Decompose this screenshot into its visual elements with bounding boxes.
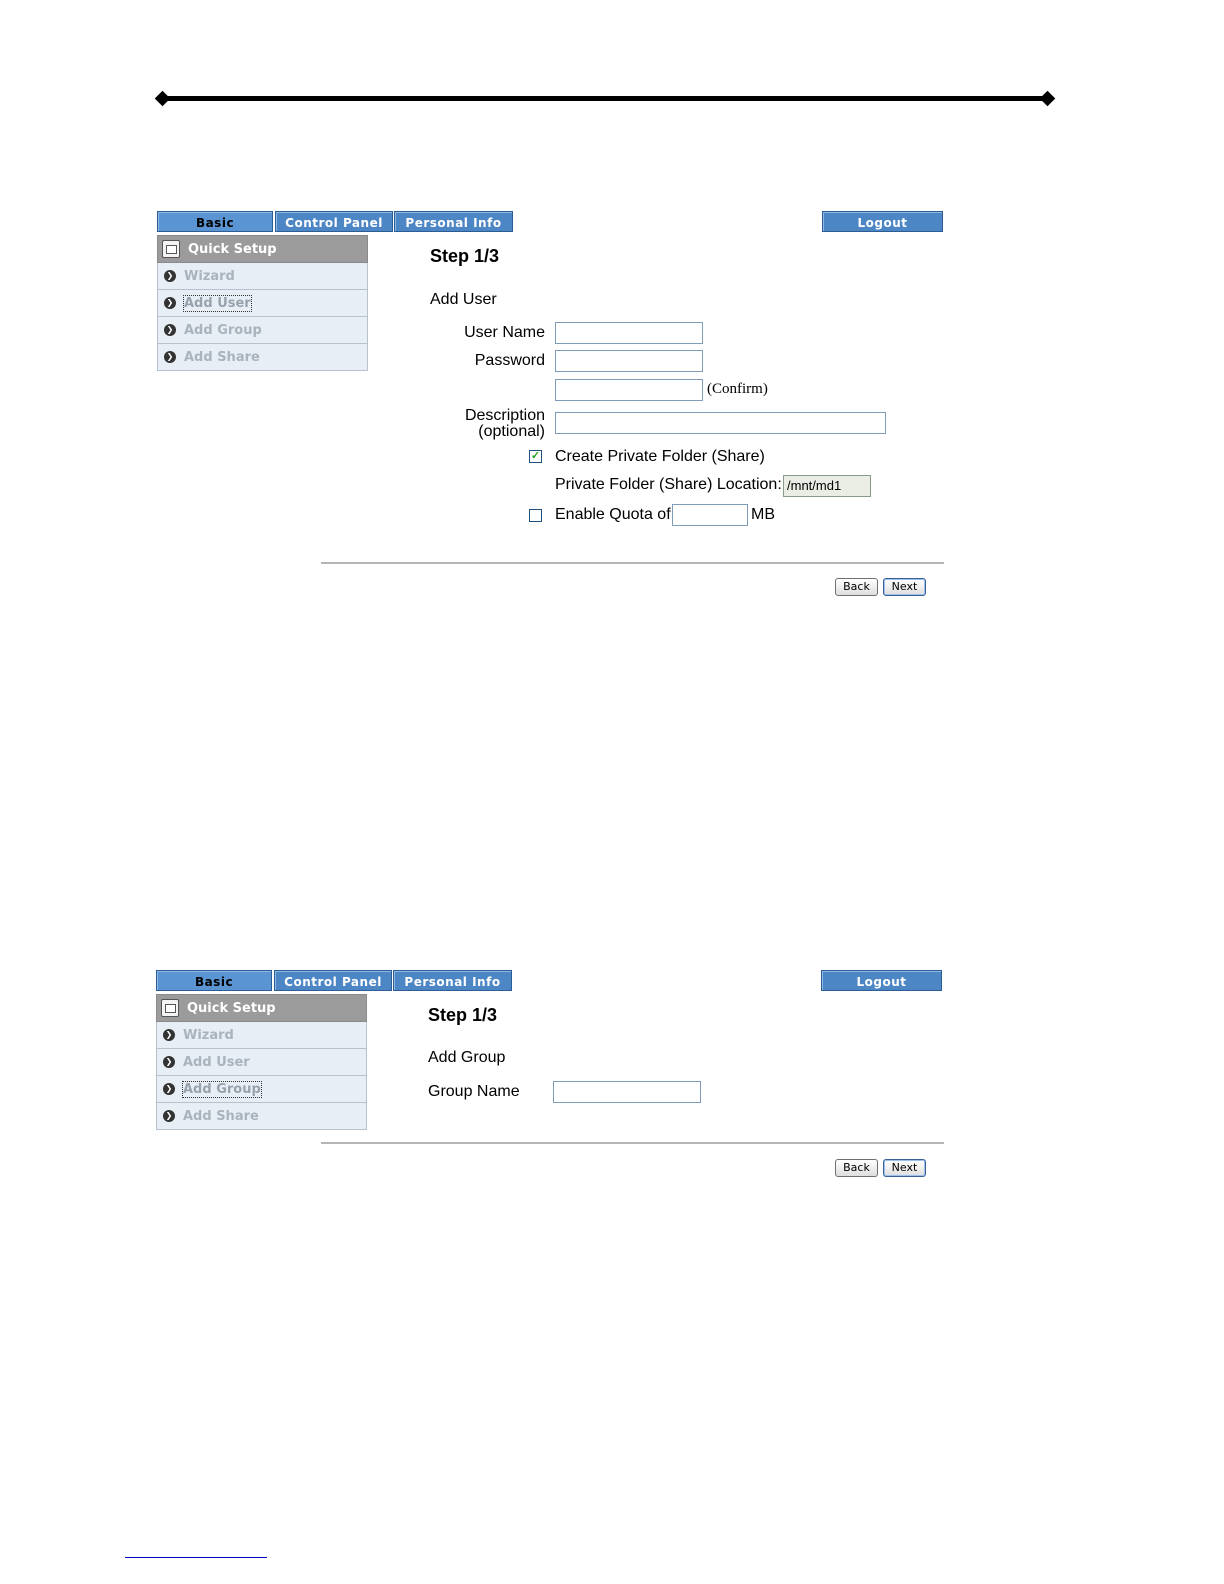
description-input[interactable] bbox=[555, 412, 886, 434]
arrow-circle-icon: ❯ bbox=[163, 1056, 175, 1068]
section-title: Add User bbox=[430, 291, 497, 308]
section-title: Add Group bbox=[428, 1049, 506, 1066]
footnote-rule bbox=[125, 1557, 267, 1558]
arrow-circle-icon: ❯ bbox=[163, 1029, 175, 1041]
sidebar-item-label: Add User bbox=[184, 295, 251, 311]
arrow-circle-icon: ❯ bbox=[163, 1083, 175, 1095]
next-button[interactable]: Next bbox=[883, 1159, 926, 1177]
create-private-folder-checkbox[interactable]: ✓ bbox=[530, 450, 541, 462]
sidebar-item-label: Wizard bbox=[184, 268, 235, 284]
description-label: Description bbox=[464, 407, 545, 424]
step-title: Step 1/3 bbox=[430, 246, 500, 266]
tab-basic[interactable]: Basic bbox=[156, 970, 272, 991]
tab-control-panel[interactable]: Control Panel bbox=[275, 211, 393, 232]
quick-setup-icon bbox=[161, 999, 179, 1017]
sidebar bbox=[157, 235, 368, 371]
add-group-panel bbox=[156, 970, 946, 1180]
sidebar-item-add-share[interactable] bbox=[157, 344, 368, 371]
sidebar-item-wizard[interactable] bbox=[156, 1022, 367, 1049]
sidebar-item-wizard[interactable] bbox=[157, 263, 368, 290]
sidebar-item-add-user[interactable] bbox=[156, 1049, 367, 1076]
sidebar-item-label: Add Share bbox=[183, 1108, 259, 1124]
group-name-input[interactable] bbox=[553, 1081, 701, 1103]
password-input[interactable] bbox=[555, 350, 703, 372]
back-button[interactable]: Back bbox=[835, 578, 878, 596]
password-label: Password bbox=[474, 352, 545, 369]
sidebar-item-label: Add Share bbox=[184, 349, 260, 365]
sidebar-item-add-share[interactable] bbox=[156, 1103, 367, 1130]
logout-button[interactable]: Logout bbox=[821, 970, 942, 991]
back-button[interactable]: Back bbox=[835, 1159, 878, 1177]
sidebar-item-label: Wizard bbox=[183, 1027, 234, 1043]
sidebar bbox=[156, 994, 367, 1130]
add-user-panel bbox=[157, 211, 947, 601]
sidebar-header bbox=[156, 994, 367, 1022]
tab-personal-info[interactable]: Personal Info bbox=[394, 211, 513, 232]
sidebar-item-add-group[interactable] bbox=[157, 317, 368, 344]
arrow-circle-icon: ❯ bbox=[164, 324, 176, 336]
confirm-password-input[interactable] bbox=[555, 379, 703, 401]
quota-unit-label: MB bbox=[751, 506, 775, 523]
location-input[interactable]: /mnt/md1 bbox=[783, 475, 871, 497]
rule-right-diamond bbox=[1040, 91, 1056, 107]
sidebar-item-add-user[interactable] bbox=[157, 290, 368, 317]
arrow-circle-icon: ❯ bbox=[164, 297, 176, 309]
sidebar-item-add-group[interactable] bbox=[156, 1076, 367, 1103]
quick-setup-icon bbox=[162, 240, 180, 258]
create-private-folder-label: Create Private Folder (Share) bbox=[555, 448, 765, 465]
arrow-circle-icon: ❯ bbox=[163, 1110, 175, 1122]
rule-left-diamond bbox=[155, 91, 171, 107]
description-optional-label: (optional) bbox=[478, 423, 545, 440]
top-rule bbox=[163, 96, 1048, 101]
quota-input[interactable] bbox=[672, 504, 748, 526]
enable-quota-label: Enable Quota of bbox=[555, 506, 671, 523]
divider bbox=[321, 562, 944, 564]
user-name-input[interactable] bbox=[555, 322, 703, 344]
confirm-label: (Confirm) bbox=[707, 381, 768, 397]
sidebar-item-label: Add Group bbox=[184, 322, 262, 338]
arrow-circle-icon: ❯ bbox=[164, 270, 176, 282]
sidebar-item-label: Add User bbox=[183, 1054, 250, 1070]
tab-control-panel[interactable]: Control Panel bbox=[274, 970, 392, 991]
enable-quota-checkbox[interactable] bbox=[529, 509, 542, 522]
divider bbox=[321, 1142, 944, 1144]
logout-button[interactable]: Logout bbox=[822, 211, 943, 232]
sidebar-header-label: Quick Setup bbox=[187, 1000, 276, 1016]
tab-basic[interactable]: Basic bbox=[157, 211, 273, 232]
arrow-circle-icon: ❯ bbox=[164, 351, 176, 363]
sidebar-header bbox=[157, 235, 368, 263]
group-name-label: Group Name bbox=[428, 1083, 520, 1100]
location-label: Private Folder (Share) Location: bbox=[555, 476, 782, 493]
tab-personal-info[interactable]: Personal Info bbox=[393, 970, 512, 991]
user-name-label: User Name bbox=[464, 324, 545, 341]
sidebar-header-label: Quick Setup bbox=[188, 241, 277, 257]
next-button[interactable]: Next bbox=[883, 578, 926, 596]
step-title: Step 1/3 bbox=[428, 1005, 498, 1025]
sidebar-item-label: Add Group bbox=[183, 1081, 261, 1097]
